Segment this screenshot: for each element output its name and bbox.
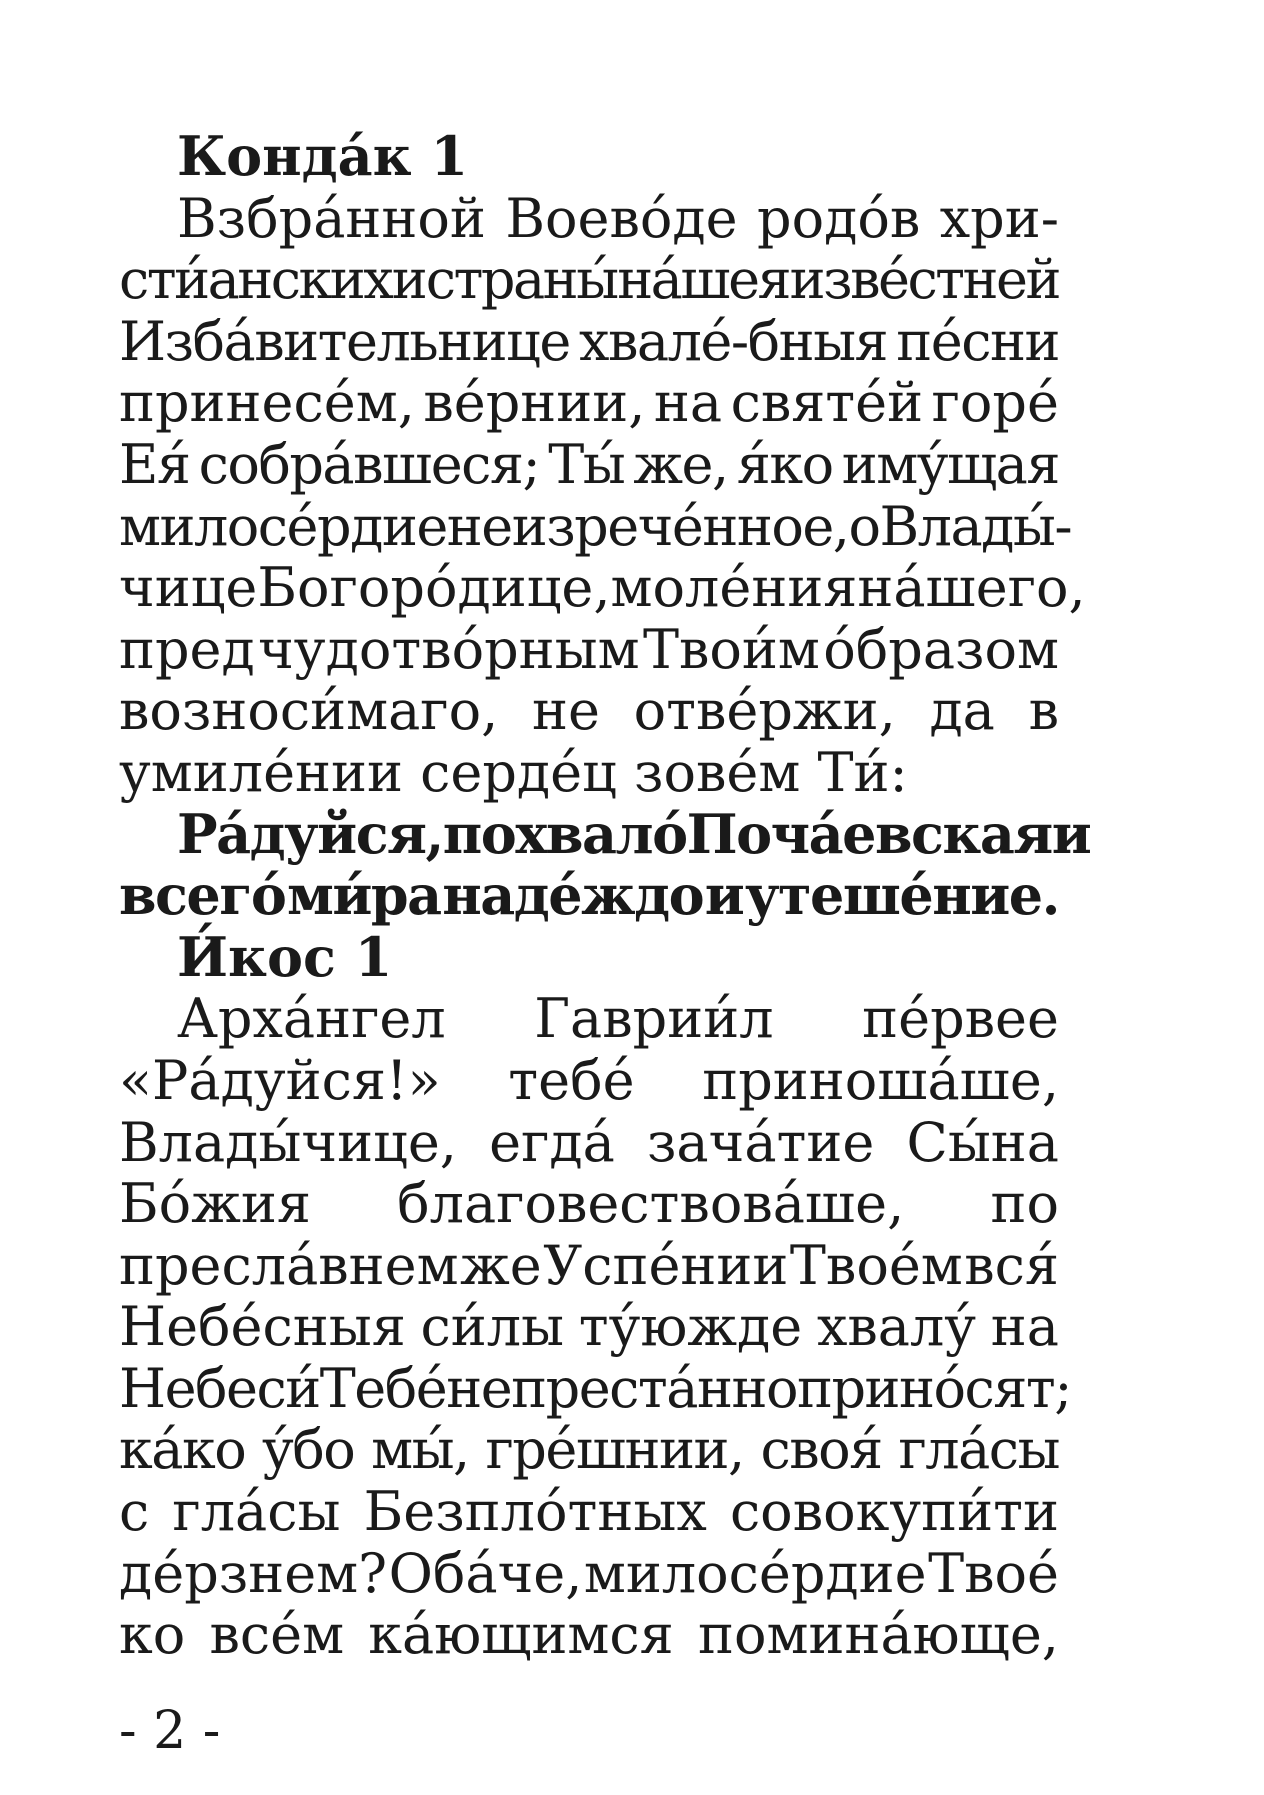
word: «Ра́дуйся!» bbox=[119, 1048, 441, 1112]
word: ка́ющимся bbox=[368, 1603, 674, 1667]
kontakion-refrain bbox=[119, 801, 1091, 928]
word: Богоро́дице, bbox=[257, 556, 611, 620]
word: и bbox=[1051, 801, 1091, 866]
word: святе́й bbox=[730, 371, 924, 435]
word: Влады́чице, bbox=[119, 1110, 457, 1174]
word: Ты́ bbox=[548, 432, 625, 496]
word: прино́сят; bbox=[797, 1356, 1071, 1420]
kontakion-line bbox=[119, 680, 1059, 742]
word: Поча́евская bbox=[686, 801, 1052, 866]
word: чудотво́рным bbox=[258, 617, 640, 681]
word: Бо́жия bbox=[119, 1172, 311, 1236]
word: Твое́м bbox=[789, 1233, 963, 1297]
refrain-line bbox=[119, 865, 1059, 927]
ikos-line bbox=[119, 1604, 1059, 1666]
word: гла́сы bbox=[898, 1418, 1059, 1482]
word: ту́южде bbox=[578, 1295, 803, 1359]
ikos-heading: И́кос 1 bbox=[177, 924, 393, 989]
word: помина́юще, bbox=[697, 1603, 1059, 1667]
word: благовествова́ше, bbox=[397, 1172, 905, 1236]
word: пе́рвее bbox=[862, 987, 1059, 1051]
word: хри- bbox=[939, 186, 1059, 250]
ikos-line bbox=[119, 1112, 1059, 1174]
word: си́лы bbox=[420, 1295, 565, 1359]
ikos-line bbox=[119, 1356, 1071, 1420]
word: Твои́м bbox=[642, 617, 820, 681]
kontakion-last-line: умиле́нии серде́ц зове́м Ти́: bbox=[119, 740, 908, 804]
word: иму́щая bbox=[841, 432, 1059, 496]
word: Твое́ bbox=[928, 1541, 1059, 1605]
word: гре́шнии, bbox=[485, 1418, 744, 1482]
word: Сы́на bbox=[906, 1110, 1059, 1174]
word: отве́ржи, bbox=[633, 679, 896, 743]
word: де́рзнем? bbox=[119, 1541, 388, 1605]
word: все́м bbox=[209, 1603, 345, 1667]
word: милосе́рдие bbox=[583, 1541, 927, 1605]
kontakion-line bbox=[119, 311, 1059, 373]
word: Изба́вительнице bbox=[119, 309, 570, 373]
ikos-line bbox=[119, 1173, 1059, 1235]
word: на bbox=[990, 1295, 1059, 1359]
kontakion-body bbox=[119, 186, 1086, 743]
word: ве́рнии, bbox=[423, 371, 646, 435]
word: ка́ко bbox=[119, 1418, 246, 1482]
kontakion-line bbox=[119, 619, 1059, 681]
word: Влады́- bbox=[879, 494, 1072, 558]
word: чице bbox=[119, 556, 258, 620]
word: не bbox=[531, 679, 600, 743]
kontakion-line bbox=[119, 434, 1059, 496]
ikos-body bbox=[119, 987, 1071, 1667]
word: хвале́-бныя bbox=[579, 309, 888, 373]
kontakion-line bbox=[119, 188, 1059, 250]
kontakion-line bbox=[119, 556, 1086, 620]
word: Успе́нии bbox=[543, 1233, 789, 1297]
word: да bbox=[929, 679, 995, 743]
word: Небеси́ bbox=[119, 1356, 320, 1420]
word: зача́тие bbox=[646, 1110, 875, 1174]
ikos-line bbox=[119, 1419, 1059, 1481]
word: наде́ждо bbox=[442, 863, 704, 928]
word: ко bbox=[119, 1603, 186, 1667]
word: Небе́сныя bbox=[119, 1295, 406, 1359]
word: сти́анских bbox=[119, 248, 392, 312]
word: Безпло́тных bbox=[363, 1480, 707, 1544]
word: моле́ния bbox=[610, 556, 858, 620]
word: похвало́ bbox=[442, 801, 687, 866]
word: страны́ bbox=[425, 248, 617, 312]
word: у́бо bbox=[262, 1418, 355, 1482]
text-column bbox=[119, 124, 1091, 1667]
word: ми́ра bbox=[286, 863, 441, 928]
word: Воево́де bbox=[505, 186, 738, 250]
word: о́бразом bbox=[823, 617, 1059, 681]
word: пресла́внем bbox=[119, 1233, 459, 1297]
word: принесе́м, bbox=[119, 371, 415, 435]
word: я́ко bbox=[736, 432, 833, 496]
ikos-line bbox=[119, 1481, 1059, 1543]
word: на bbox=[653, 371, 723, 435]
word: по bbox=[990, 1172, 1059, 1236]
word: Арха́нгел bbox=[177, 987, 446, 1051]
word: изве́стней bbox=[789, 248, 1059, 312]
word: милосе́рдие bbox=[119, 494, 447, 558]
ikos-line bbox=[119, 1050, 1059, 1112]
word: и bbox=[391, 248, 426, 312]
word: егда́ bbox=[489, 1110, 615, 1174]
word: возноси́маго, bbox=[119, 679, 499, 743]
word: о bbox=[848, 494, 880, 558]
word: своя́ bbox=[760, 1418, 882, 1482]
word: всего́ bbox=[119, 863, 286, 928]
word: родо́в bbox=[757, 186, 921, 250]
word: вся́ bbox=[964, 1233, 1059, 1297]
word: утеше́ние. bbox=[744, 863, 1059, 928]
word: на́шея bbox=[617, 248, 790, 312]
kontakion-line bbox=[119, 249, 1059, 311]
word: на́шего, bbox=[857, 556, 1086, 620]
page-number: - 2 - bbox=[119, 1701, 221, 1761]
word: Взбра́нной bbox=[177, 186, 486, 250]
word: с bbox=[119, 1480, 150, 1544]
word: совокупи́ти bbox=[729, 1480, 1059, 1544]
word: непреста́нно bbox=[446, 1356, 797, 1420]
word: неизрече́нное, bbox=[446, 494, 849, 558]
refrain-line bbox=[119, 801, 1091, 866]
ikos-line bbox=[119, 1235, 1059, 1297]
kontakion-line bbox=[119, 372, 1059, 434]
word: мы́, bbox=[371, 1418, 469, 1482]
word: и bbox=[704, 863, 744, 928]
word: гла́сы bbox=[172, 1480, 341, 1544]
kontakion-heading: Конда́к 1 bbox=[177, 124, 469, 188]
word: пред bbox=[119, 617, 255, 681]
word: Оба́че, bbox=[388, 1541, 583, 1605]
word: Ра́дуйся, bbox=[177, 801, 443, 866]
ikos-line bbox=[119, 988, 1059, 1050]
word: хвалу́ bbox=[816, 1295, 977, 1359]
word: же bbox=[460, 1233, 542, 1297]
word: пе́сни bbox=[896, 309, 1059, 373]
word: собра́вшеся; bbox=[198, 432, 540, 496]
word: Тебе́ bbox=[319, 1356, 447, 1420]
word: тебе́ bbox=[508, 1048, 635, 1112]
word: же, bbox=[633, 432, 728, 496]
kontakion-line bbox=[119, 494, 1072, 558]
word: горе́ bbox=[931, 371, 1059, 435]
word: приноша́ше, bbox=[702, 1048, 1059, 1112]
word: Гаврии́л bbox=[534, 987, 774, 1051]
word: Ея́ bbox=[119, 432, 190, 496]
ikos-line bbox=[119, 1543, 1059, 1605]
word: в bbox=[1028, 679, 1059, 743]
ikos-line bbox=[119, 1296, 1059, 1358]
